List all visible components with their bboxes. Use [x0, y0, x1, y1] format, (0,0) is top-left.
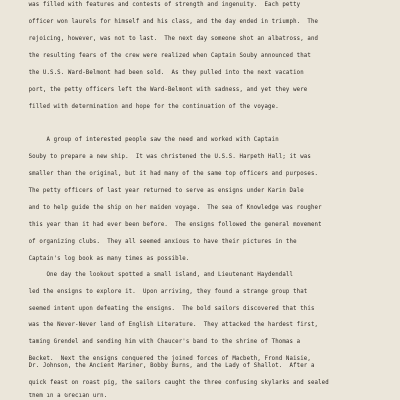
paragraph-1-line-6: port, the petty officers left the Ward-Belmont with sadness, and yet they were — [0, 87, 308, 93]
paragraph-1-line-1: was filled with features and contests of strength and ingenuity. Each petty — [0, 2, 301, 8]
paragraph-2-line-3: smaller than the original, but it had many of the same top officers and purposes. — [0, 171, 319, 177]
paragraph-3-line-8: quick feast on roast pig, the sailors caught the three confusing skylarks and sealed — [0, 380, 329, 386]
paragraph-1-line-3: rejoicing, however, was not to last. The next day someone shot an albatross, and — [0, 36, 319, 42]
paragraph-1-line-2: officer won laurels for himself and his class, and the day ended in triumph. The — [0, 19, 319, 25]
paragraph-2-line-8: Captain's log book as many times as possible. — [0, 256, 190, 262]
paragraph-3-line-3: seemed intent upon defeating the ensigns. The bold sailors discovered that this — [0, 306, 315, 312]
paragraph-1-line-7: filled with determination and hope for the continuation of the voyage. — [0, 104, 279, 110]
paragraph-3-line-5: taming Grendel and sending him with Chaucer's band to the shrine of Thomas a — [0, 339, 301, 345]
paragraph-2-line-4: The petty officers of last year returned to serve as ensigns under Karin Dale — [0, 188, 304, 194]
paragraph-3-line-1: One day the lookout spotted a small island, and Lieutenant Haydendall — [0, 272, 294, 278]
paragraph-2-line-7: of organizing clubs. They all seemed anxious to have their pictures in the — [0, 239, 297, 245]
paragraph-1-line-4: the resulting fears of the crew were realized when Captain Souby announced that — [0, 53, 311, 59]
paragraph-2-line-6: this year than it had ever been before. The ensigns followed the general movement — [0, 222, 322, 228]
paragraph-3-line-9: them in a Grecian urn. — [0, 393, 108, 399]
paragraph-3-line-4: was the Never-Never land of English Literature. They attacked the hardest first, — [0, 322, 319, 328]
paragraph-3-line-2: led the ensigns to explore it. Upon arriving, they found a strange group that — [0, 289, 308, 295]
paragraph-2-line-2: Souby to prepare a new ship. It was christened the U.S.S. Harpeth Hall; it was — [0, 154, 311, 160]
paragraph-1-line-5: the U.S.S. Ward-Belmont had been sold. As they pulled into the next vacation — [0, 70, 304, 76]
paragraph-3-line-6: Becket. Next the ensigns conquered the joined forces of Macbeth, Frond Naisie, — [0, 356, 311, 362]
paragraph-2-line-1: A group of interested people saw the need and worked with Captain — [0, 137, 279, 143]
paragraph-2-line-5: and to help guide the ship on her maiden voyage. The sea of Knowledge was rougher — [0, 205, 322, 211]
paragraph-3-line-7: Dr. Johnson, the Ancient Mariner, Bobby Burns, and the Lady of Shallot. After a — [0, 363, 315, 369]
